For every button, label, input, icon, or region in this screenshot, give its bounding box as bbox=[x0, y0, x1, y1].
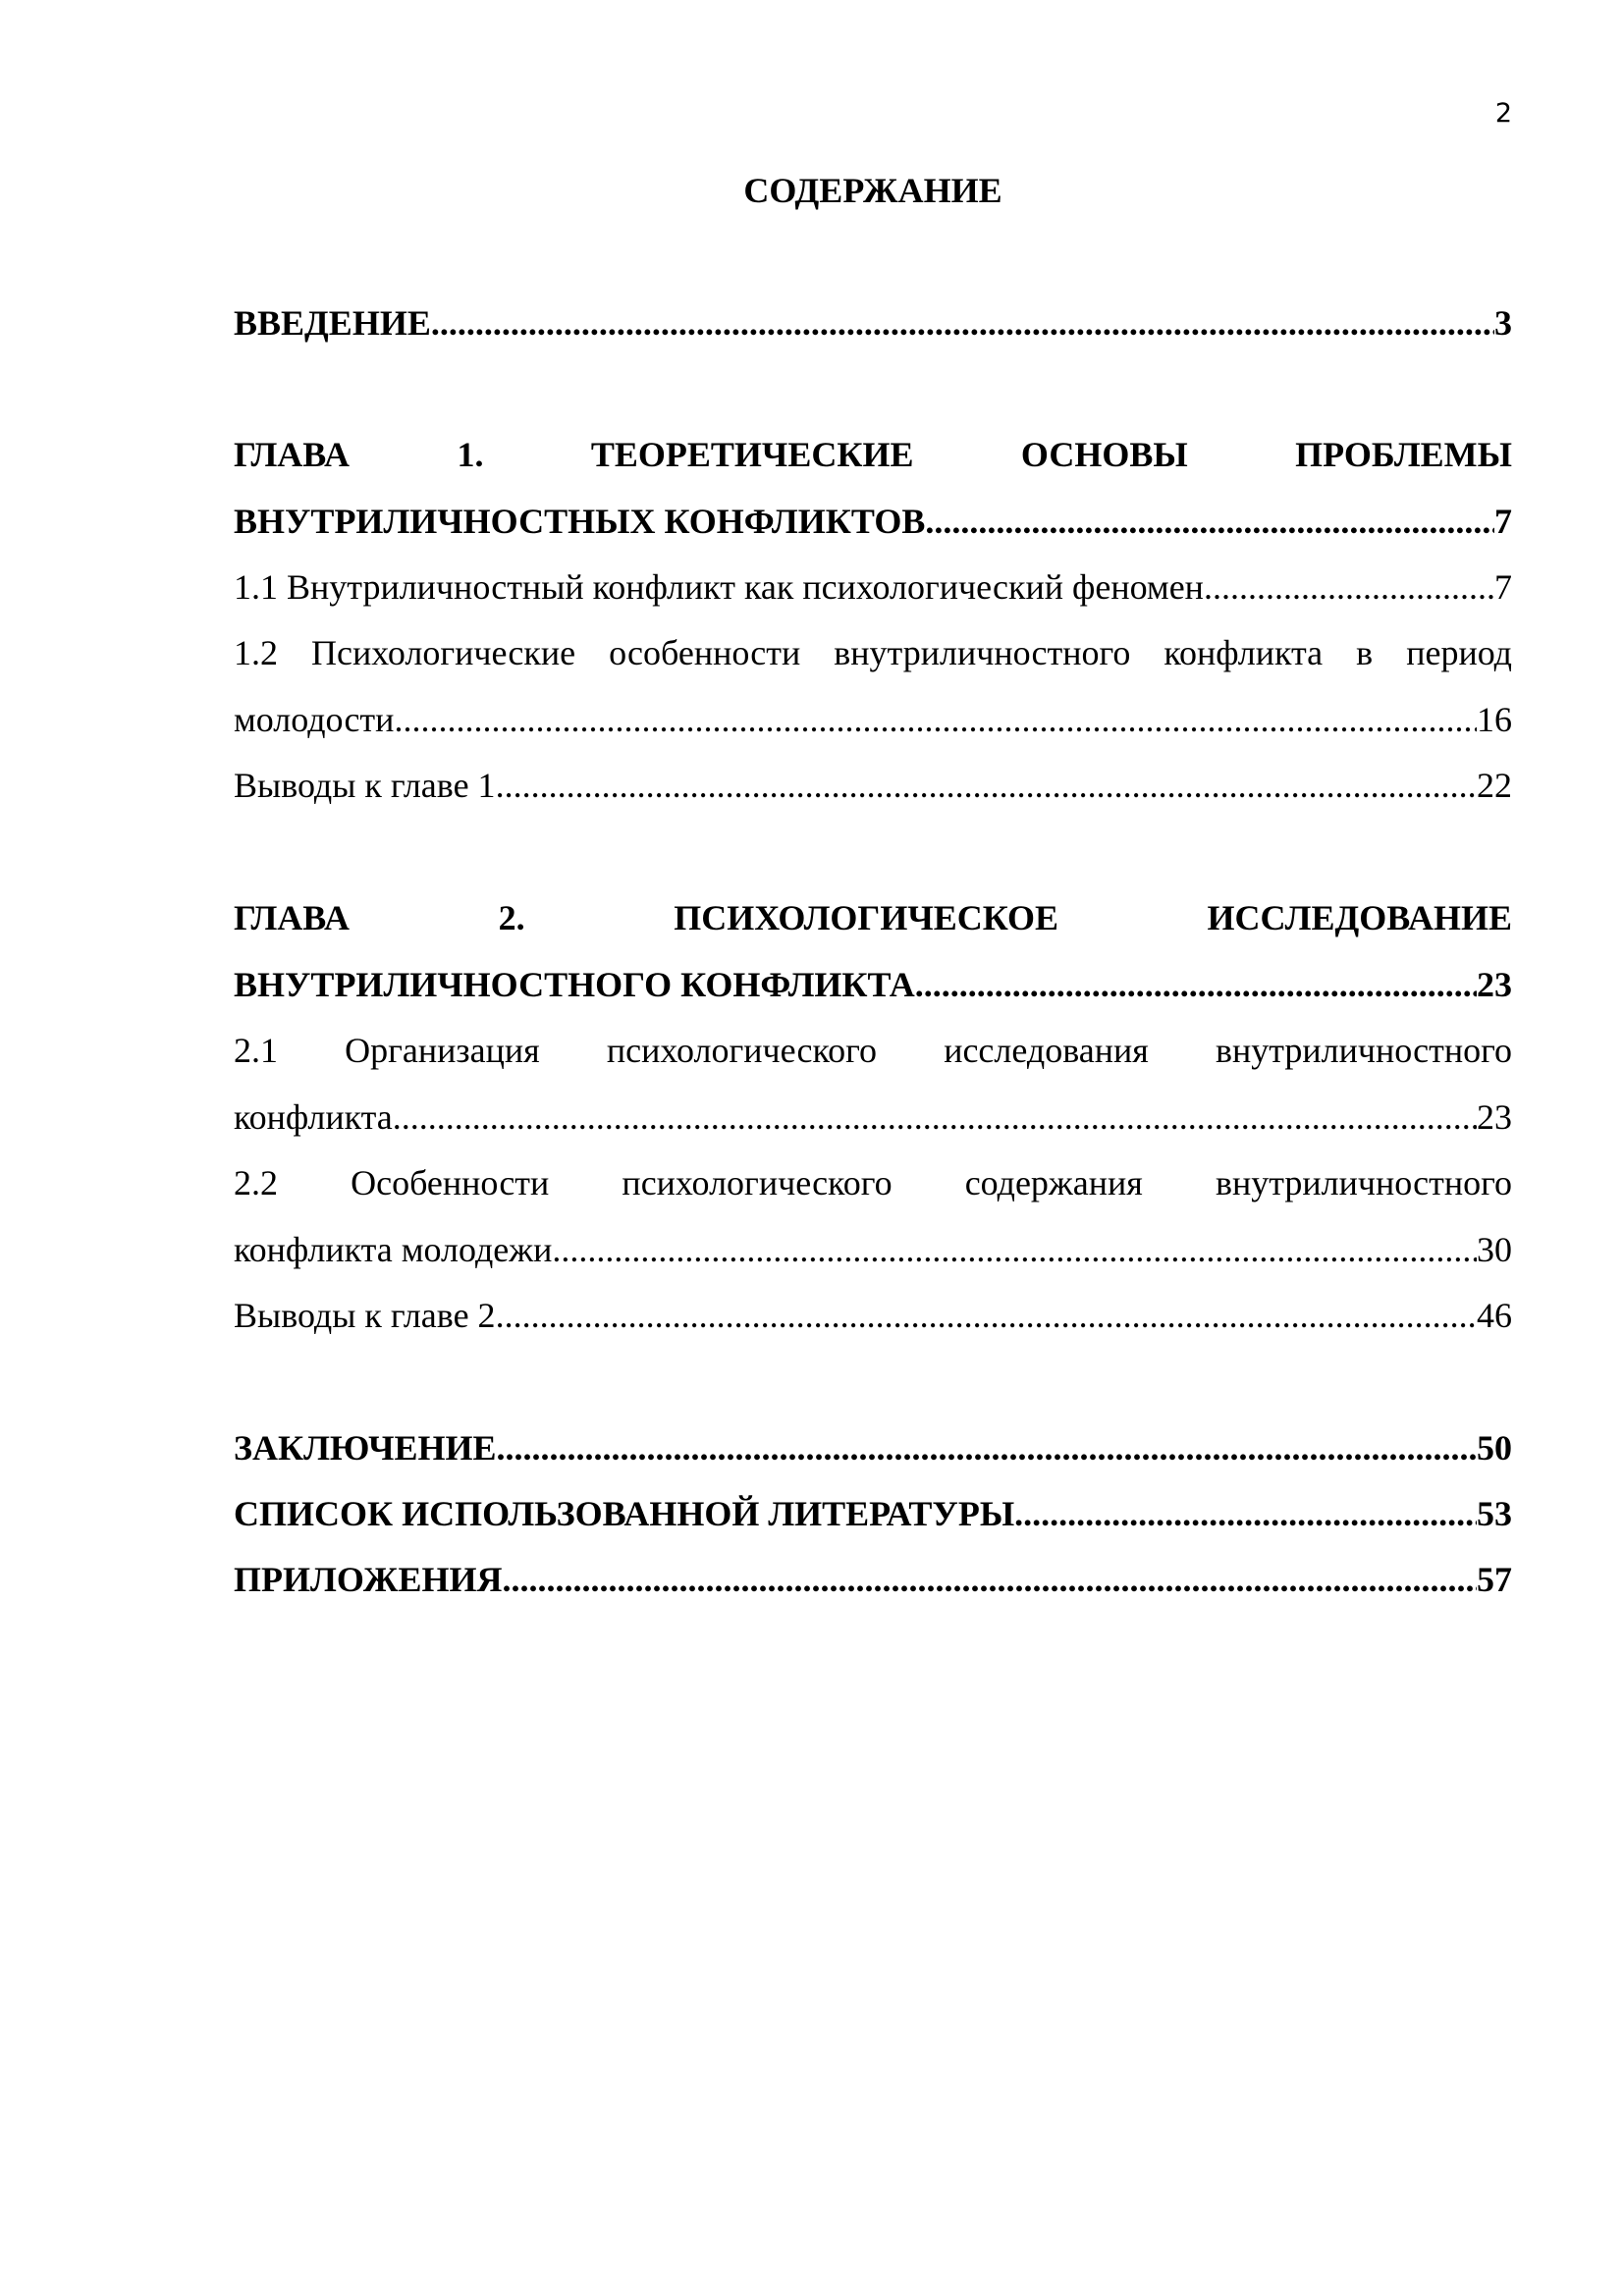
toc-page-number: 30 bbox=[1477, 1229, 1512, 1269]
toc-title: СОДЕРЖАНИЕ bbox=[743, 171, 1002, 210]
toc-page-number: 22 bbox=[1477, 766, 1512, 805]
toc-entry-references[interactable] bbox=[234, 1481, 1512, 1548]
toc-page-number: 23 bbox=[1477, 964, 1512, 1004]
toc-page-number: 7 bbox=[1494, 501, 1512, 541]
toc-page-number: 3 bbox=[1494, 303, 1512, 343]
toc-entry-chapter-1[interactable] bbox=[234, 422, 1512, 555]
toc-entry-label-line-2: конфликта молодежи bbox=[234, 1229, 553, 1269]
toc-entry-label: ЗАКЛЮЧЕНИЕ bbox=[234, 1428, 497, 1468]
toc-entry-section-1-1[interactable] bbox=[234, 555, 1512, 621]
dot-leader bbox=[915, 952, 1477, 1019]
toc-entry-label: ПРИЛОЖЕНИЯ bbox=[234, 1560, 503, 1599]
toc-page-number: 50 bbox=[1477, 1428, 1512, 1468]
dot-leader bbox=[431, 291, 1494, 357]
dot-leader bbox=[552, 1217, 1477, 1284]
toc-entry-label-line-1: ГЛАВА 2. ПСИХОЛОГИЧЕСКОЕ ИССЛЕДОВАНИЕ bbox=[234, 898, 1512, 937]
toc-entry-label-line-1: 2.1 Организация психологического исследования внутриличностного bbox=[234, 1031, 1512, 1070]
toc-entry-label: СПИСОК ИСПОЛЬЗОВАННОЙ ЛИТЕРАТУРЫ bbox=[234, 1494, 1015, 1533]
toc-entry-label-line-1: ГЛАВА 1. ТЕОРЕТИЧЕСКИЕ ОСНОВЫ ПРОБЛЕМЫ bbox=[234, 435, 1512, 474]
dot-leader bbox=[503, 1547, 1477, 1614]
toc-entry-appendix[interactable] bbox=[234, 1547, 1512, 1614]
toc-page-number: 23 bbox=[1477, 1096, 1512, 1137]
toc-entry-section-2-1[interactable] bbox=[234, 1018, 1512, 1150]
dot-leader bbox=[1014, 1481, 1477, 1548]
dot-leader bbox=[496, 753, 1477, 820]
toc-entry-conclusion[interactable] bbox=[234, 1415, 1512, 1482]
toc-entry-intro[interactable] bbox=[234, 291, 1512, 357]
toc-entry-section-2-2[interactable] bbox=[234, 1150, 1512, 1283]
dot-leader bbox=[925, 489, 1494, 556]
toc-page-number: 16 bbox=[1477, 699, 1512, 739]
toc-entry-chapter-1-conclusions[interactable] bbox=[234, 753, 1512, 820]
toc-page-number: 53 bbox=[1477, 1494, 1512, 1533]
toc-entry-label-line-2: конфликта bbox=[234, 1096, 393, 1137]
toc-entry-label-line-2: ВНУТРИЛИЧНОСТНОГО КОНФЛИКТА bbox=[234, 964, 915, 1004]
dot-leader bbox=[497, 1415, 1477, 1482]
dot-leader bbox=[1204, 555, 1494, 621]
toc-page-number: 46 bbox=[1477, 1296, 1512, 1335]
toc-entry-label-line-2: молодости bbox=[234, 699, 395, 739]
toc-page-number: 57 bbox=[1477, 1560, 1512, 1599]
toc-entry-label: 1.1 Внутриличностный конфликт как психологический феномен bbox=[234, 567, 1204, 607]
toc-entry-section-1-2[interactable] bbox=[234, 620, 1512, 753]
toc-entry-chapter-2[interactable] bbox=[234, 885, 1512, 1018]
page-number: 2 bbox=[1494, 98, 1512, 129]
toc-entry-label-line-2: ВНУТРИЛИЧНОСТНЫХ КОНФЛИКТОВ bbox=[234, 501, 926, 541]
dot-leader bbox=[393, 1085, 1477, 1151]
dot-leader bbox=[496, 1283, 1477, 1350]
toc-entry-label-line-1: 2.2 Особенности психологического содержания внутриличностного bbox=[234, 1163, 1512, 1202]
toc-entry-label: Выводы к главе 1 bbox=[234, 766, 496, 805]
toc-entry-label: ВВЕДЕНИЕ bbox=[234, 303, 431, 343]
toc-entry-label: Выводы к главе 2 bbox=[234, 1296, 496, 1335]
dot-leader bbox=[394, 687, 1477, 754]
toc-entry-chapter-2-conclusions[interactable] bbox=[234, 1283, 1512, 1350]
toc-entry-label-line-1: 1.2 Психологические особенности внутриличностного конфликта в период bbox=[234, 633, 1512, 672]
toc-page-number: 7 bbox=[1494, 567, 1512, 607]
